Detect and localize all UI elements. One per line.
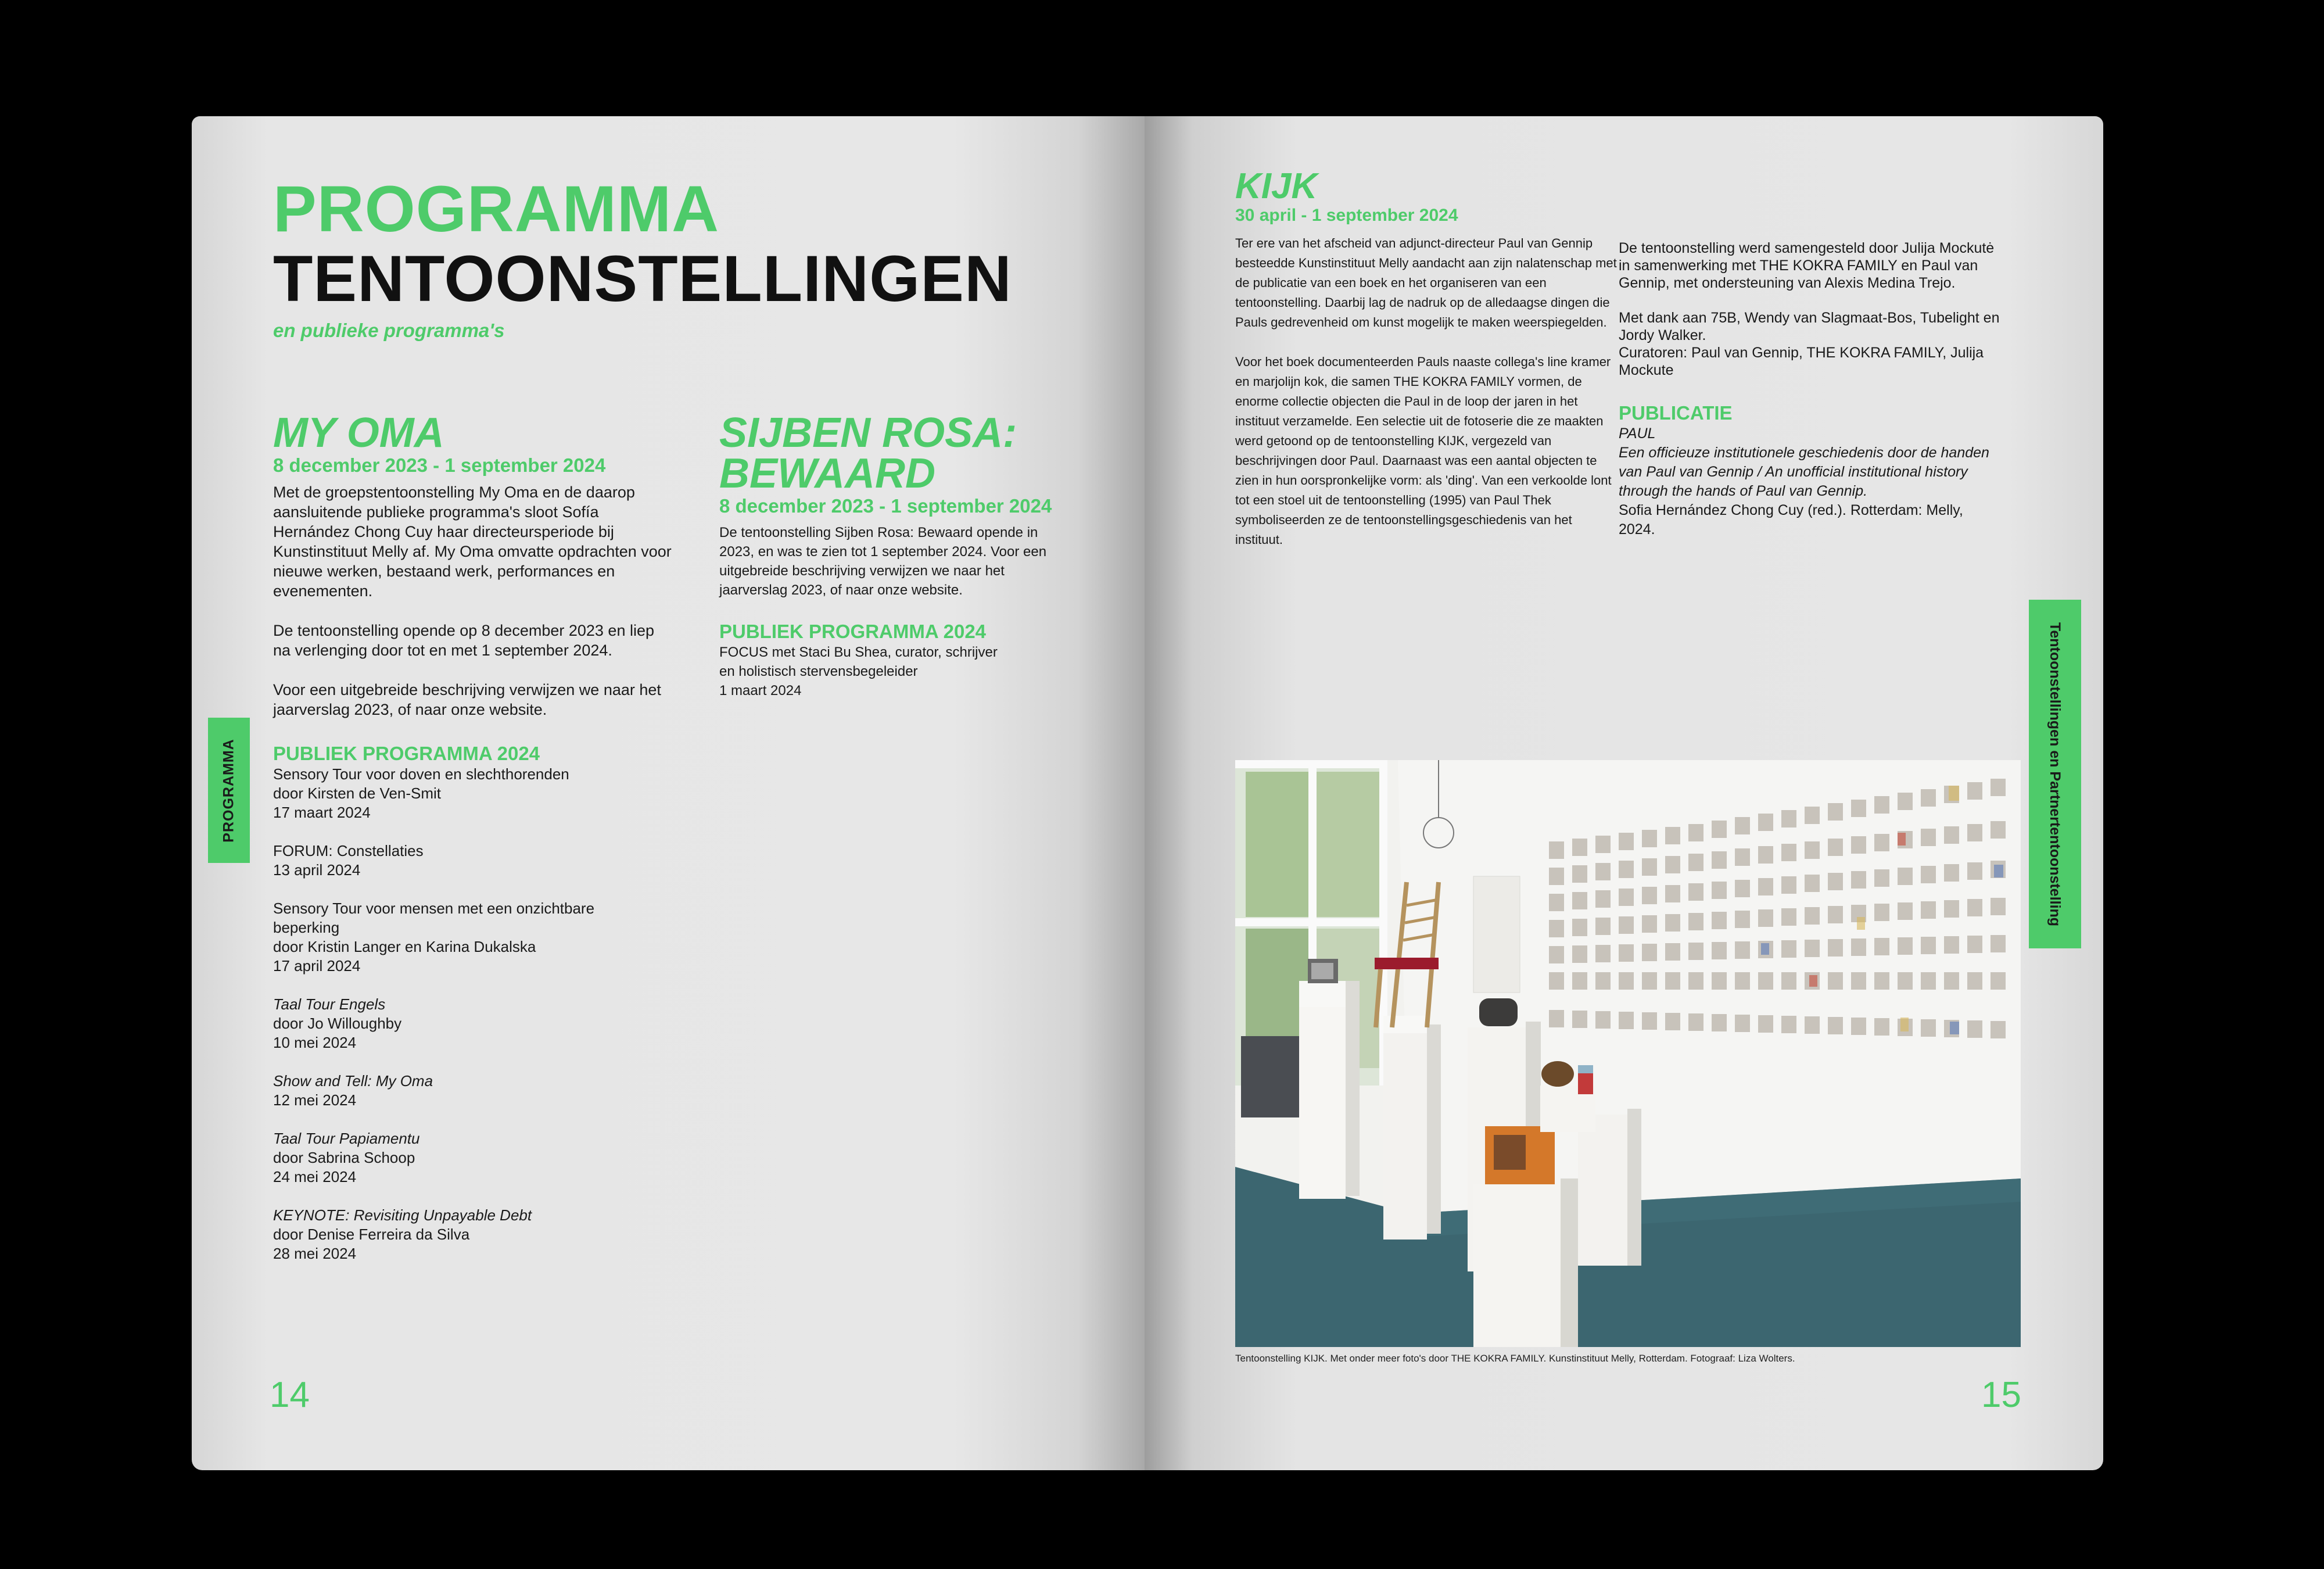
- kijk-section: [1235, 167, 1619, 550]
- sijben-rosa-section: [719, 410, 1056, 700]
- kijk-dates: 30 april - 1 september 2024: [1235, 206, 1458, 225]
- exhibition-photo: [1235, 760, 2021, 1347]
- program-item-host: door Denise Ferreira da Silva: [273, 1226, 470, 1243]
- publicatie-description: Een officieuze institutionele geschiedenis door de handen van Paul van Gennip / An unofficial institutional history through the hands of Paul van Gennip.: [1619, 445, 1989, 499]
- kijk-thanks: Met dank aan 75B, Wendy van Slagmaat-Bos, Tubelight en Jordy Walker.: [1619, 310, 2000, 343]
- program-item: [273, 1072, 622, 1110]
- sijben-program-line-1: FOCUS met Staci Bu Shea, curator, schrijver: [719, 644, 998, 660]
- program-item-date: 17 april 2024: [273, 957, 361, 975]
- kijk-column-2: [1619, 239, 2002, 539]
- my-oma-para-3: Voor een uitgebreide beschrijving verwijzen we naar het jaarverslag 2023, of naar onze website.: [273, 681, 661, 718]
- my-oma-program-heading: PUBLIEK PROGRAMMA 2024: [273, 743, 540, 764]
- program-item: [273, 1129, 622, 1187]
- sijben-program-date: 1 maart 2024: [719, 683, 802, 698]
- section-tab-label: Tentoonstellingen en Partnertentoonstelling: [2047, 622, 2064, 926]
- program-item-date: 12 mei 2024: [273, 1091, 357, 1109]
- kijk-para-1: Ter ere van het afscheid van adjunct-directeur Paul van Gennip besteedde Kunstinstituut Melly aandacht aan zijn nalatenschap met de publicatie van een boek en het organiseren van een tentoonstelling. Daarbij lag de nadruk op de alledaagse dingen die Pauls gedrevenheid om kunst mogelijk te maken weerspiegelden.: [1235, 236, 1617, 329]
- program-item: [273, 899, 622, 976]
- program-item-title: Sensory Tour voor doven en slechthorenden: [273, 765, 569, 783]
- program-item-date: 10 mei 2024: [273, 1034, 357, 1051]
- my-oma-program-list: [273, 765, 622, 1263]
- sijben-dates: 8 december 2023 - 1 september 2024: [719, 495, 1052, 517]
- section-tab-programma: [208, 718, 250, 863]
- program-item-title: Sensory Tour voor mensen met een onzichtbare beperking: [273, 900, 595, 936]
- photo-caption: Tentoonstelling KIJK. Met onder meer foto's door THE KOKRA FAMILY. Kunstinstituut Melly, Rotterdam. Fotograaf: Liza Wolters.: [1235, 1353, 1795, 1364]
- left-page: [192, 116, 1145, 1470]
- sijben-program-item: [719, 643, 1056, 700]
- program-item: [273, 995, 622, 1052]
- publicatie-credits: Sofia Hernández Chong Cuy (red.). Rotterdam: Melly, 2024.: [1619, 502, 1963, 538]
- program-item-host: door Sabrina Schoop: [273, 1149, 415, 1166]
- program-item-date: 17 maart 2024: [273, 804, 371, 821]
- page-number-right: 15: [1981, 1375, 2021, 1415]
- program-item-date: 24 mei 2024: [273, 1168, 357, 1185]
- sijben-program-heading: PUBLIEK PROGRAMMA 2024: [719, 621, 987, 642]
- kijk-credits: De tentoonstelling werd samengesteld door Julija Mockutė in samenwerking met THE KOKRA FAMILY en Paul van Gennip, met ondersteuning van Alexis Medina Trejo.: [1619, 240, 1995, 291]
- publicatie-title: PAUL: [1619, 425, 1656, 442]
- sijben-program-line-2: en holistisch stervensbegeleider: [719, 664, 918, 679]
- title-line-1: PROGRAMMA: [273, 173, 720, 245]
- program-item-title: Taal Tour Engels: [273, 995, 386, 1013]
- my-oma-para-2: De tentoonstelling opende op 8 december 2023 en liep na verlenging door tot en met 1 september 2024.: [273, 622, 654, 659]
- right-page: [1145, 116, 2103, 1470]
- my-oma-dates: 8 december 2023 - 1 september 2024: [273, 454, 606, 476]
- program-item-host: door Kirsten de Ven-Smit: [273, 784, 442, 802]
- program-item: [273, 1206, 622, 1263]
- publicatie-heading: PUBLICATIE: [1619, 402, 1733, 424]
- title-line-2: TENTOONSTELLINGEN: [273, 242, 1012, 315]
- my-oma-para-1: Met de groepstentoonstelling My Oma en de daarop aansluitende publieke programma's sloot Sofía Hernández Chong Cuy haar directeursperiode bij Kunstinstituut Melly af. My Oma omvatte opdrachten voor nieuwe werken, bestaand werk, performances en evenementen.: [273, 483, 672, 600]
- sijben-title-line-1: SIJBEN ROSA:: [719, 410, 1017, 456]
- program-item-date: 13 april 2024: [273, 861, 361, 879]
- program-item-host: door Jo Willoughby: [273, 1015, 402, 1032]
- page-number-left: 14: [270, 1375, 310, 1415]
- section-tab-label: PROGRAMMA: [220, 738, 237, 843]
- program-item: [273, 841, 622, 880]
- my-oma-section: [273, 410, 674, 1283]
- program-item-title: FORUM: Constellaties: [273, 842, 424, 859]
- kijk-curators: Curatoren: Paul van Gennip, THE KOKRA FAMILY, Julija Mockute: [1619, 345, 1984, 378]
- program-item: [273, 765, 622, 822]
- program-item-title: Taal Tour Papiamentu: [273, 1130, 420, 1147]
- program-item-date: 28 mei 2024: [273, 1245, 357, 1262]
- sijben-title-line-2: BEWAARD: [719, 450, 935, 497]
- section-tab-tentoonstellingen: [2029, 600, 2081, 948]
- kijk-title: KIJK: [1235, 166, 1318, 206]
- page-subtitle: en publieke programma's: [273, 320, 505, 341]
- my-oma-title: MY OMA: [273, 410, 444, 456]
- page-title: [273, 174, 1012, 342]
- program-item-title: KEYNOTE: Revisiting Unpayable Debt: [273, 1206, 532, 1224]
- program-item-title: Show and Tell: My Oma: [273, 1072, 433, 1090]
- sijben-para: De tentoonstelling Sijben Rosa: Bewaard opende in 2023, en was te zien tot 1 september 2024. Voor een uitgebreide beschrijving verwijzen we naar het jaarverslag 2023, of naar onze website.: [719, 525, 1047, 598]
- kijk-para-2: Voor het boek documenteerden Pauls naaste collega's line kramer en marjolijn kok, die samen THE KOKRA FAMILY vormen, de enorme collectie objecten die Paul in de loop der jaren in het instituut verzamelde. Een selectie uit de fotoserie die ze maakten werd getoond op de tentoonstelling KIJK, vergezeld van beschrijvingen door Paul. Daarnaast was een aantal objecten te zien in hun oorspronkelijke vorm: als 'ding'. Van een verkoolde lont tot een stoel uit de tentoonstelling (1995) van Paul Thek symboliseerden ze de tentoonstellingsgeschiedenis van het instituut.: [1235, 354, 1612, 547]
- program-item-host: door Kristin Langer en Karina Dukalska: [273, 938, 536, 955]
